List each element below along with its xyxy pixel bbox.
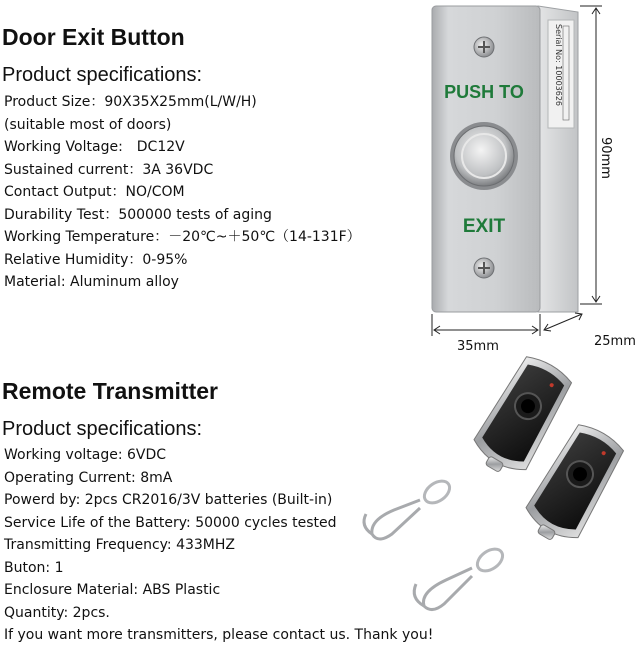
remote-spec-item: Working voltage: 6VDC: [4, 447, 167, 463]
remote-spec-item: Service Life of the Battery: 50000 cycles tested: [4, 514, 337, 531]
remote-spec-item: Transmitting Frequency: 433MHZ: [4, 537, 235, 553]
door-spec-item: Material: Aluminum alloy: [4, 274, 179, 290]
door-spec-item: Sustained current：3A 36VDC: [4, 161, 214, 178]
door-title: Door Exit Button: [2, 24, 185, 50]
remote-spec-item: Quantity: 2pcs.: [4, 604, 110, 621]
serial-label: Serial No: 10003626: [554, 24, 563, 107]
remote-spec-item: Powerd by: 2pcs CR2016/3V batteries (Built-in): [4, 492, 333, 508]
remote-spec-heading: Product specifications:: [2, 418, 203, 440]
height-label: 90mm: [598, 137, 613, 179]
door-spec-item: Durability Test：500000 tests of aging: [4, 206, 272, 223]
door-spec-item: Relative Humidity：0-95%: [4, 251, 188, 268]
door-spec-item: Working Temperature：－20℃~＋50℃（14-131F）: [4, 229, 361, 245]
remote-title: Remote Transmitter: [2, 378, 219, 404]
remote-spec-item: If you want more transmitters, please contact us. Thank you!: [4, 627, 434, 643]
door-spec-item: Product Size：90X35X25mm(L/W/H): [4, 94, 257, 110]
remote-spec-item: Buton: 1: [4, 559, 64, 576]
remote-spec-item: Operating Current: 8mA: [4, 469, 173, 486]
door-spec-item: (suitable most of doors): [4, 116, 172, 133]
door-spec-heading: Product specifications:: [2, 64, 203, 86]
door-spec-item: Working Voltage: DC12V: [4, 139, 185, 155]
door-spec-item: Contact Output：NO/COM: [4, 184, 185, 200]
push-to-label: PUSH TO: [444, 82, 524, 102]
width-label: 35mm: [457, 339, 499, 354]
remote-spec-item: Enclosure Material: ABS Plastic: [4, 582, 221, 598]
exit-label: EXIT: [462, 216, 506, 237]
depth-label: 25mm: [594, 334, 636, 349]
